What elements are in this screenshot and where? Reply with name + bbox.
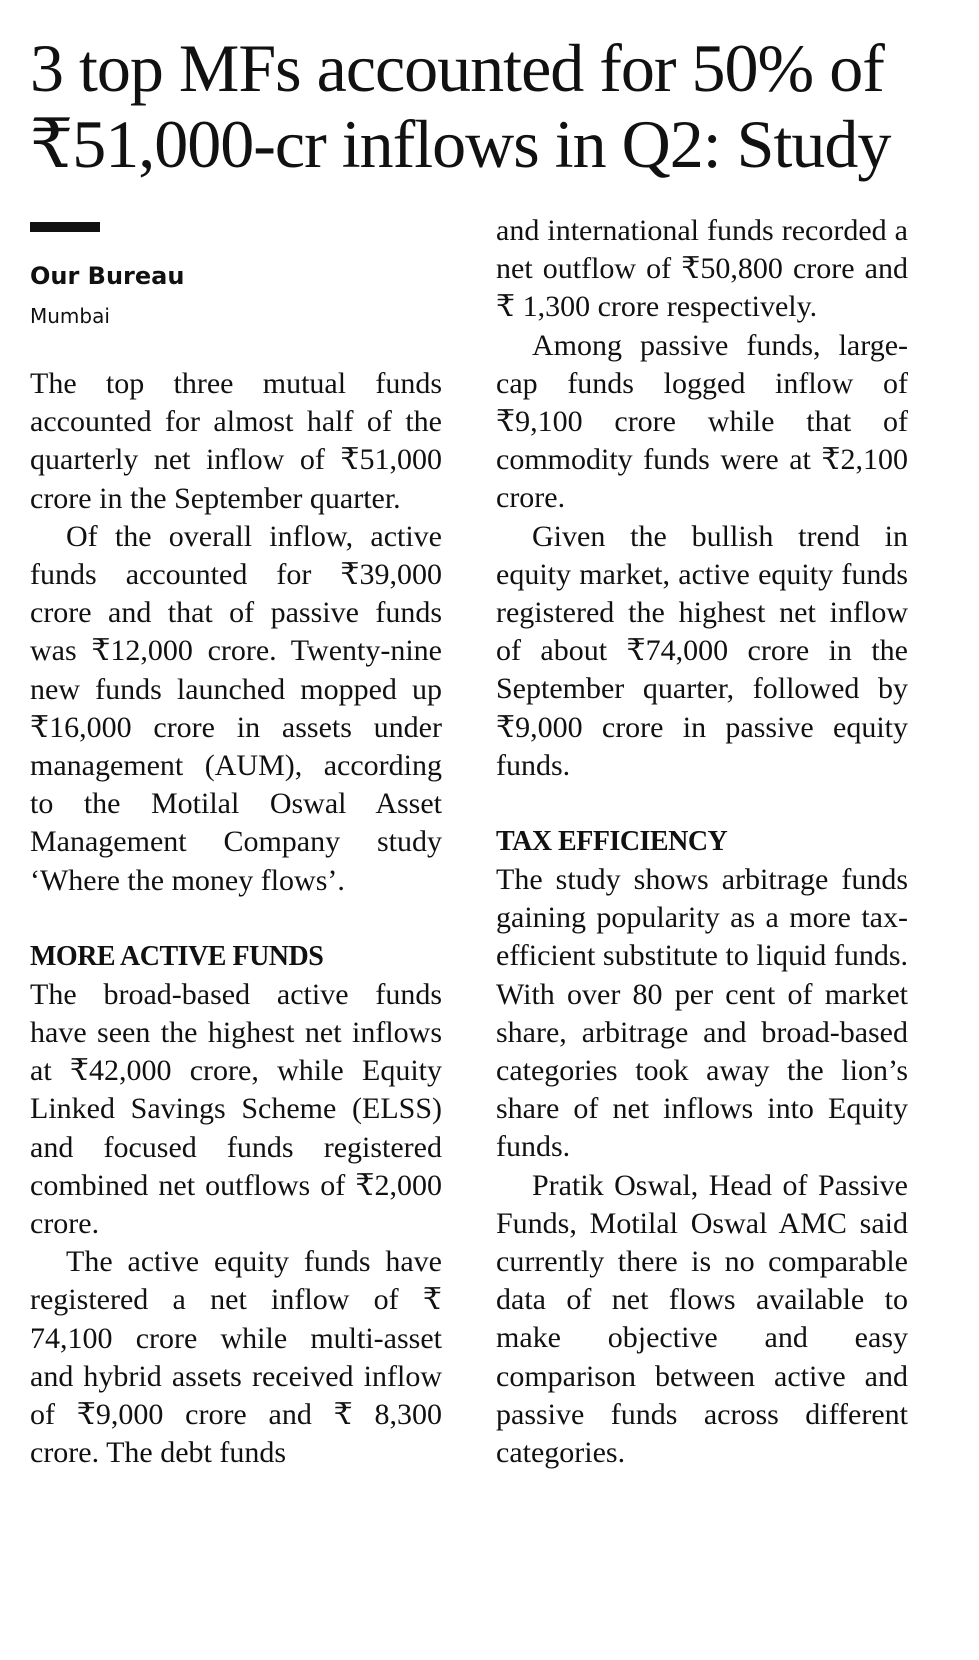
- subheading-tax-efficiency: TAX EFFICIENCY: [496, 826, 728, 858]
- headline: 3 top MFs accounted for 50% of ₹51,000-cr inflows in Q2: Study: [30, 30, 891, 182]
- paragraph: The study shows arbitrage funds gaining popularity as a more tax-efficient substitute to liquid funds. With over 80 per cent of market share, arbitrage and broad-based categories took away the lion’s share of net inflows into Equity funds.: [496, 863, 908, 1164]
- paragraph: The broad-based active funds have seen the highest net inflows at ₹42,000 crore, while Equity Linked Savings Scheme (ELSS) and focused funds registered combined net outflows of ₹2,000 crore.: [30, 977, 442, 1241]
- left-column: [30, 365, 442, 1472]
- paragraph: The top three mutual funds accounted for almost half of the quarterly net inflow of ₹51,000 crore in the September quarter.: [30, 367, 442, 515]
- paragraph: and international funds recorded a net outflow of ₹50,800 crore and ₹ 1,300 crore respectively.: [496, 214, 908, 324]
- byline: Our Bureau: [30, 262, 185, 290]
- paragraph: Among passive funds, large-cap funds logged inflow of ₹9,100 crore while that of commodity funds were at ₹2,100 crore.: [496, 328, 908, 515]
- paragraph: Pratik Oswal, Head of Passive Funds, Motilal Oswal AMC said currently there is no comparable data of net flows available to make objective and easy comparison between active and passive funds across different categories.: [496, 1168, 908, 1470]
- paragraph: Of the overall inflow, active funds accounted for ₹39,000 crore and that of passive funds was ₹12,000 crore. Twenty-nine new funds launched mopped up ₹16,000 crore in assets under management (AUM), according to the Motilal Oswal Asset Management Company study ‘Where the money flows’.: [30, 519, 442, 897]
- right-column: [496, 212, 908, 1472]
- headline-rule: [30, 222, 100, 232]
- paragraph: The active equity funds have registered a net inflow of ₹ 74,100 crore while multi-asset and hybrid assets received inflow of ₹9,000 crore and ₹ 8,300 crore. The debt funds: [30, 1245, 442, 1470]
- subheading-more-active-funds: MORE ACTIVE FUNDS: [30, 940, 324, 972]
- paragraph: Given the bullish trend in equity market, active equity funds registered the highest net inflow of about ₹74,000 crore in the September quarter, followed by ₹9,000 crore in passive equity funds.: [496, 519, 908, 782]
- dateline: Mumbai: [30, 304, 110, 328]
